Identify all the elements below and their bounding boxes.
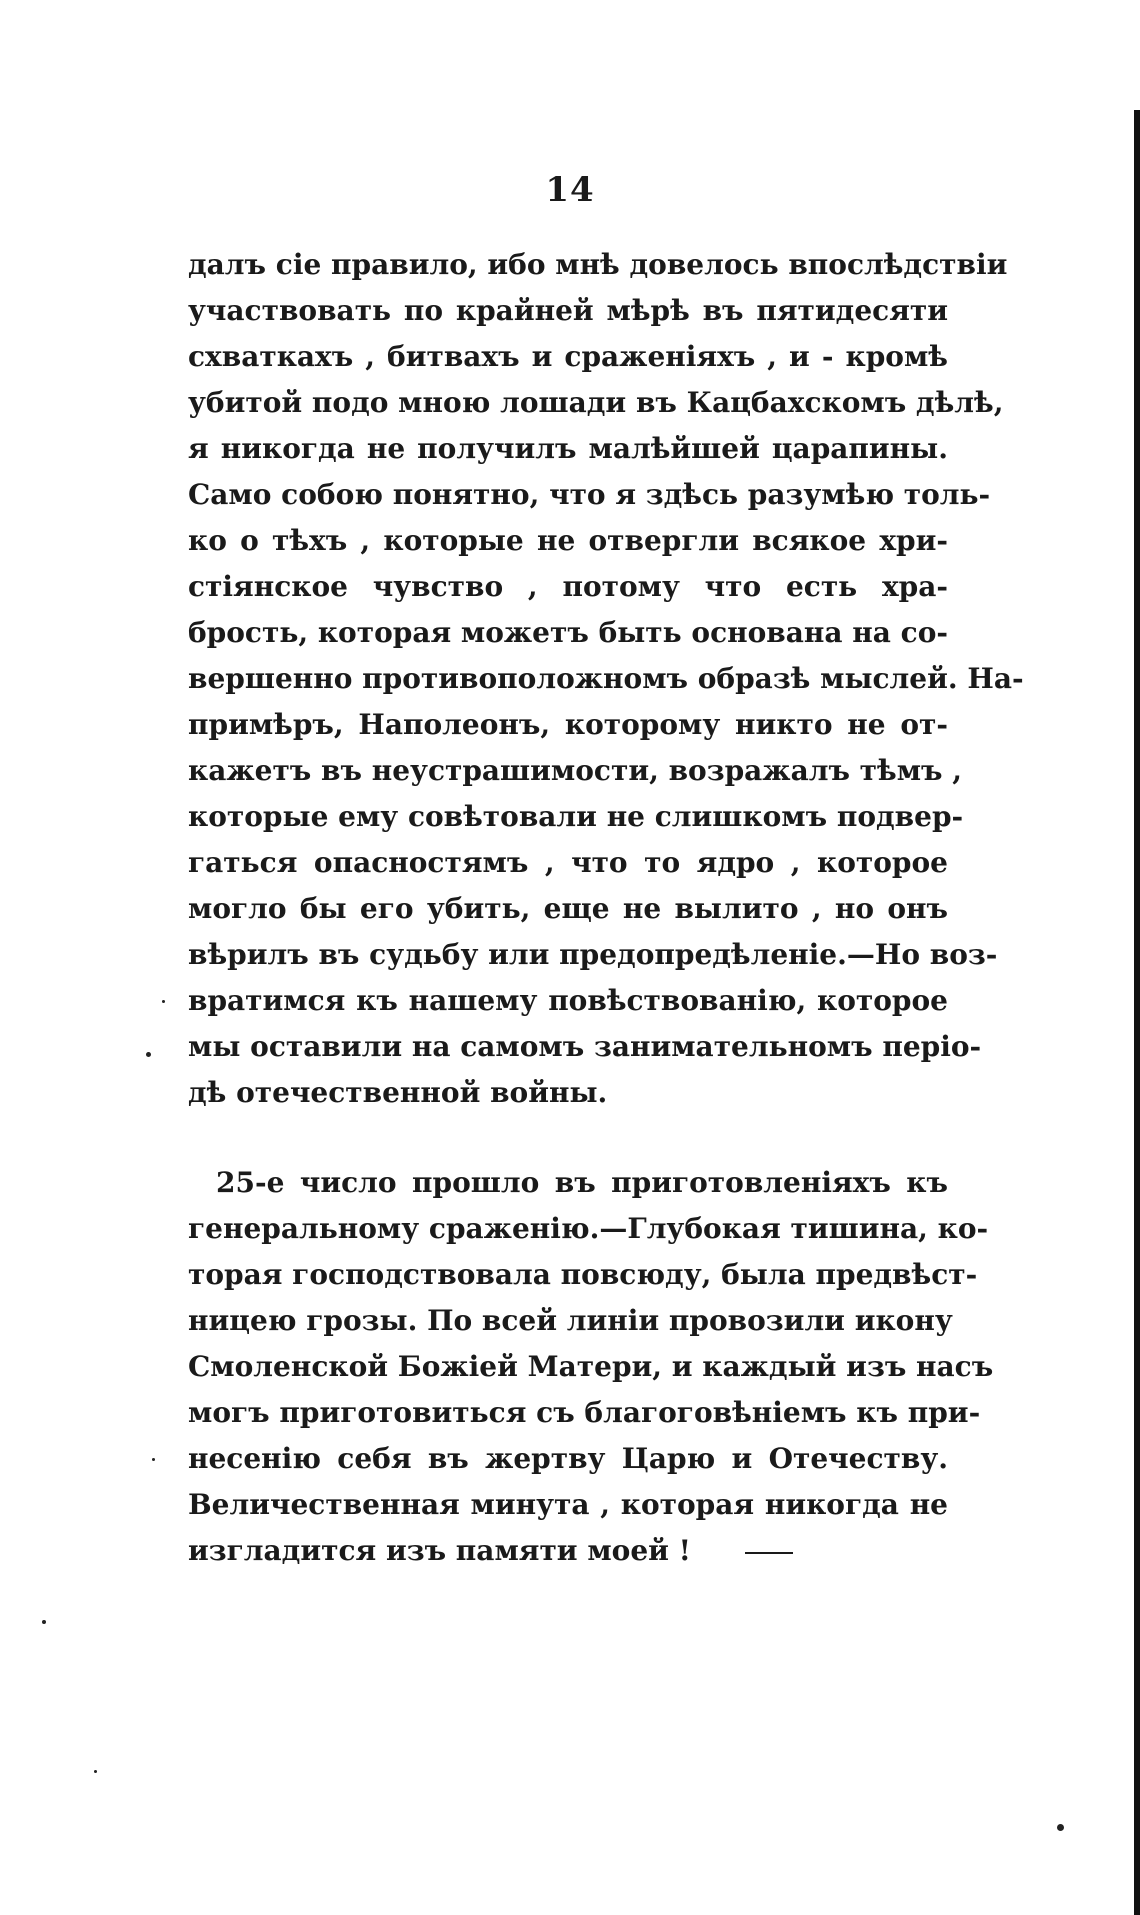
text-line: далъ сіе правило, ибо мнѣ довелось впослѣдствіи <box>188 248 1008 281</box>
text-line: брость, которая можетъ быть основана на со- <box>188 616 949 649</box>
text-line: генеральному сраженію.—Глубокая тишина, ко- <box>188 1212 989 1245</box>
paragraph-2 <box>188 1160 994 1574</box>
text-line: 25-е число прошло въ приготовленіяхъ къ <box>216 1166 948 1199</box>
text-line: примѣръ, Наполеонъ, которому никто не от- <box>188 708 948 741</box>
ink-speck <box>94 1770 97 1773</box>
text-line: Само собою понятно, что я здѣсь разумѣю толь- <box>188 478 991 511</box>
text-line: участвовать по крайней мѣрѣ въ пятидесяти <box>188 294 948 327</box>
text-line: Величественная минута , которая никогда не <box>188 1488 948 1521</box>
text-line: вершенно противоположномъ образѣ мыслей. На- <box>188 662 1024 695</box>
closing-line <box>188 1528 948 1574</box>
text-line: схваткахъ , битвахъ и сраженіяхъ , и - кромѣ <box>188 340 948 373</box>
ink-speck <box>162 1000 165 1003</box>
ink-speck <box>152 1458 155 1461</box>
text-line: Смоленской Божіей Матери, и каждый изъ насъ <box>188 1350 994 1383</box>
text-line: несенію себя въ жертву Царю и Отечеству. <box>188 1442 948 1475</box>
text-line: торая господствовала повсюду, была предвѣст- <box>188 1258 978 1291</box>
text-line: дѣ отечественной войны. <box>188 1076 608 1109</box>
text-line: ницею грозы. По всей линіи провозили икону <box>188 1304 953 1337</box>
text-line: ко о тѣхъ , которые не отвергли всякое хри- <box>188 524 948 557</box>
text-line: могъ приготовиться съ благоговѣніемъ къ при- <box>188 1396 981 1429</box>
text-line: стіянское чувство , потому что есть хра- <box>188 570 948 603</box>
text-line: могло бы его убить, еще не вылито , но онъ <box>188 892 948 925</box>
ink-speck <box>1057 1824 1064 1831</box>
text-line: которые ему совѣтовали не слишкомъ подвер- <box>188 800 964 833</box>
end-flourish <box>745 1552 793 1554</box>
ink-speck <box>146 1052 151 1057</box>
text-line: убитой подо мною лошади въ Кацбахскомъ дѣлѣ, <box>188 386 1004 419</box>
text-line: гаться опасностямъ , что то ядро , которое <box>188 846 948 879</box>
text-line: я никогда не получилъ малѣйшей царапины. <box>188 432 948 465</box>
page-edge-shadow <box>1134 110 1140 1915</box>
page-number: 14 <box>545 170 595 210</box>
ink-speck <box>42 1620 46 1624</box>
text-line: изгладится изъ памяти моей ! <box>188 1534 691 1567</box>
paragraph-1 <box>188 242 1024 1116</box>
text-line: мы оставили на самомъ занимательномъ періо- <box>188 1030 982 1063</box>
text-line: вѣрилъ въ судьбу или предопредѣленіе.—Но воз- <box>188 938 998 971</box>
text-line: кажетъ въ неустрашимости, возражалъ тѣмъ , <box>188 754 963 787</box>
text-line: вратимся къ нашему повѣствованію, которое <box>188 984 948 1017</box>
